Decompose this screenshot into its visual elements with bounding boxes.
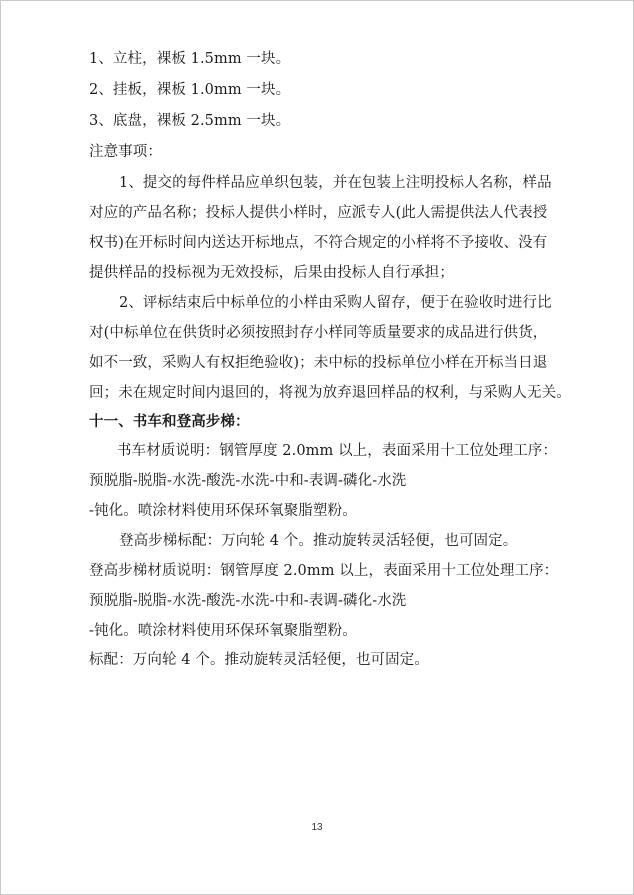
list-item-base-plate: 3、底盘，裸板 2.5mm 一块。	[89, 113, 291, 129]
list-item-column: 1、立柱，裸板 1.5mm 一块。	[89, 51, 291, 67]
page-number: 13	[311, 822, 323, 833]
ladder-material-line-1: 登高步梯材质说明：钢管厚度 2.0mm 以上，表面采用十工位处理工序：	[89, 563, 559, 579]
section-heading: 十一、书车和登高步梯：	[89, 414, 250, 430]
cart-material-line-3: -钝化。喷涂材料使用环保环氧聚脂塑粉。	[89, 503, 357, 519]
note-1-line-4: 提供样品的投标视为无效投标，后果由投标人自行承担；	[89, 265, 454, 281]
cart-material-line-2: 预脱脂-脱脂-水洗-酸洗-水洗-中和-表调-磷化-水洗	[89, 473, 407, 489]
ladder-standard-config: 登高步梯标配：万向轮 4 个。推动旋转灵活轻便，也可固定。	[119, 533, 518, 549]
note-1-line-3: 权书)在开标时间内送达开标地点，不符合规定的小样将不予接收、没有	[89, 235, 548, 251]
note-2-line-2: 对(中标单位在供货时必须按照封存小样同等质量要求的成品进行供货，	[89, 325, 548, 341]
cart-material-line-1: 书车材质说明：钢管厚度 2.0mm 以上，表面采用十工位处理工序：	[117, 443, 558, 459]
note-1-line-2: 对应的产品名称；投标人提供小样时，应派专人(此人需提供法人代表授	[89, 205, 548, 221]
notes-heading: 注意事项：	[89, 144, 162, 160]
note-1-line-1: 1、提交的每件样品应单织包装，并在包装上注明投标人名称，样品	[119, 175, 552, 191]
note-2-line-1: 2、评标结束后中标单位的小样由采购人留存，便于在验收时进行比	[119, 295, 552, 311]
note-2-line-3: 如不一致，采购人有权拒绝验收)；未中标的投标单位小样在开标当日退	[89, 355, 548, 371]
standard-config: 标配：万向轮 4 个。推动旋转灵活轻便，也可固定。	[89, 652, 429, 668]
ladder-material-line-3: -钝化。喷涂材料使用环保环氧聚脂塑粉。	[89, 623, 357, 639]
list-item-hanging-board: 2、挂板，裸板 1.0mm 一块。	[89, 82, 291, 98]
ladder-material-line-2: 预脱脂-脱脂-水洗-酸洗-水洗-中和-表调-磷化-水洗	[89, 593, 407, 609]
note-2-line-4: 回；未在规定时间内退回的，将视为放弃退回样品的权利，与采购人无关。	[89, 385, 571, 401]
